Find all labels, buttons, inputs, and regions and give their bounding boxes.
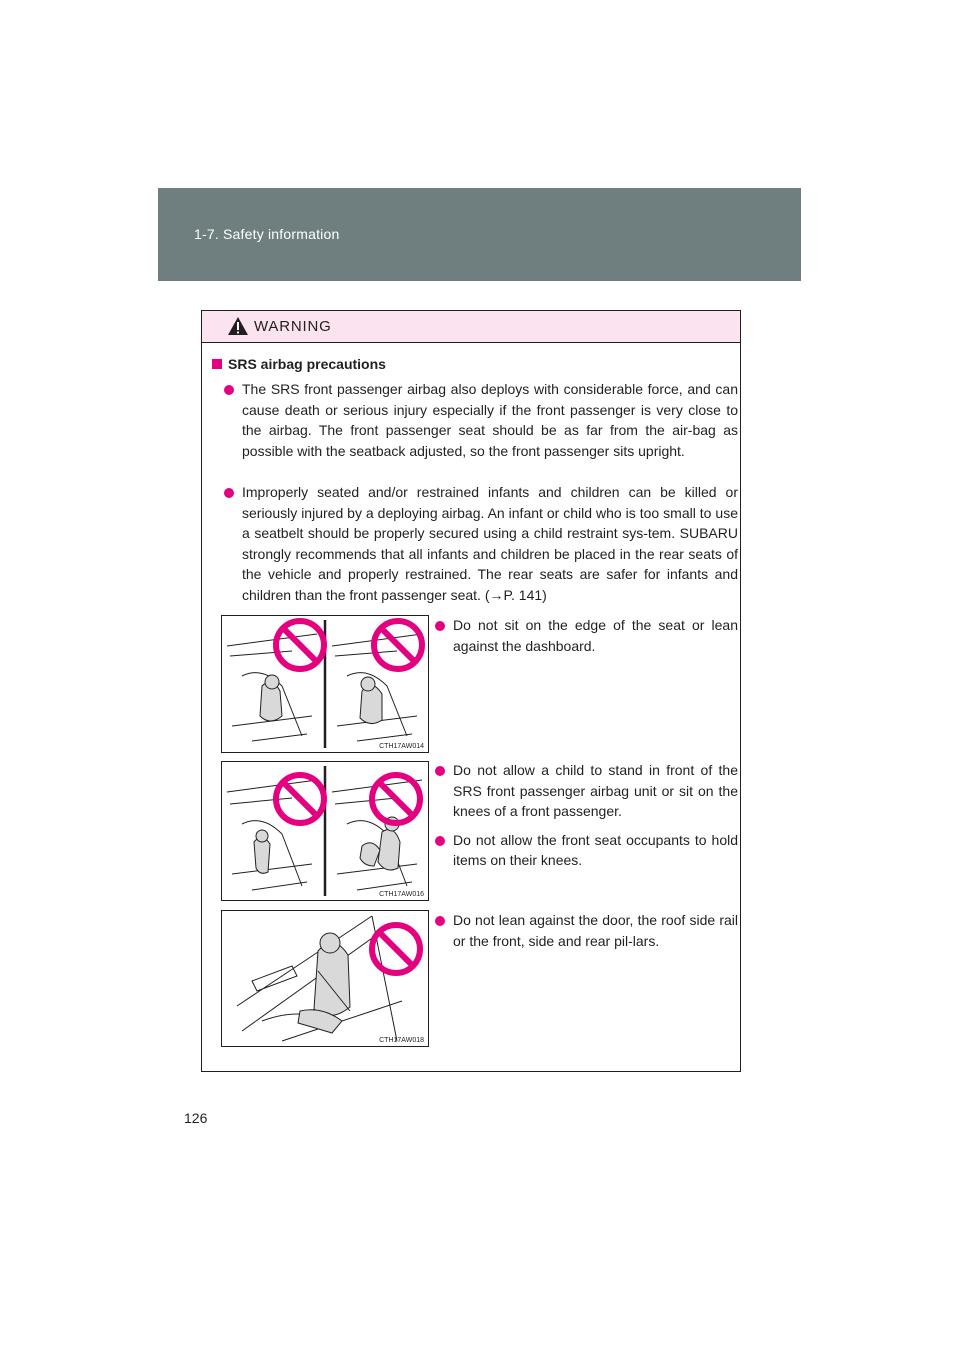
note-text: Do not allow the front seat occupants to hold items on their knees. (453, 831, 738, 868)
prohibited-icon (374, 621, 422, 669)
warning-triangle-icon (227, 316, 249, 336)
warning-title: WARNING (254, 318, 332, 335)
srs-section-heading (212, 356, 386, 372)
note-text: Do not allow a child to stand in front of the SRS front passenger airbag unit or sit on the knees of a front passenger. (453, 762, 738, 819)
warning-paragraph (224, 482, 738, 605)
paragraph-text: The SRS front passenger airbag also deploys with considerable force, and can cause death or serious injury especially if the front passenger is very close to the airbag. The front passenger seat should be as far from the air-bag as possible with the seatback adjusted, so the front passenger sits upright. (242, 381, 738, 459)
section-title: 1-7. Safety information (194, 226, 340, 242)
warning-header (202, 311, 740, 343)
seating-illustration (222, 616, 428, 752)
figure-edge-of-seat (221, 615, 429, 753)
bullet-icon (435, 621, 445, 631)
figure-notes (435, 760, 738, 879)
bullet-icon (435, 836, 445, 846)
door-illustration (222, 911, 428, 1046)
figure-notes (435, 615, 738, 664)
note-text: Do not lean against the door, the roof side rail or the front, side and rear pil-lars. (453, 912, 738, 949)
paragraph-text: Improperly seated and/or restrained infants and children can be killed or seriously injured by a deploying airbag. An infant or child who is too small to use a seatbelt should be properly secured using a child restraint sys-tem. SUBARU strongly recommends that all infants and children be placed in the rear seats of the vehicle and properly restrained. The rear seats are safer for infants and children than the front passenger seat. (→P. 141) (242, 484, 738, 603)
figure-child-standing (221, 761, 429, 901)
figure-code: CTH17AW016 (379, 891, 424, 898)
warning-paragraph (224, 379, 738, 461)
prohibited-icon (372, 775, 420, 823)
child-illustration (222, 762, 428, 900)
warning-box (201, 310, 741, 1072)
prohibited-icon (372, 925, 420, 973)
page-number: 126 (184, 1110, 208, 1126)
note-item (435, 615, 738, 656)
note-text: Do not sit on the edge of the seat or lean against the dashboard. (453, 617, 738, 654)
bullet-icon (435, 916, 445, 926)
note-item (435, 760, 738, 822)
figure-notes (435, 910, 738, 959)
square-bullet-icon (212, 359, 222, 369)
prohibited-icon (276, 621, 324, 669)
section-header-bar (158, 188, 801, 281)
note-item (435, 910, 738, 951)
srs-section-title: SRS airbag precautions (228, 356, 386, 372)
figure-code: CTH17AW014 (379, 743, 424, 750)
note-item (435, 830, 738, 871)
figure-code: CTH17AW018 (379, 1037, 424, 1044)
bullet-icon (224, 488, 234, 498)
bullet-icon (435, 766, 445, 776)
figure-door-lean (221, 910, 429, 1047)
bullet-icon (224, 385, 234, 395)
